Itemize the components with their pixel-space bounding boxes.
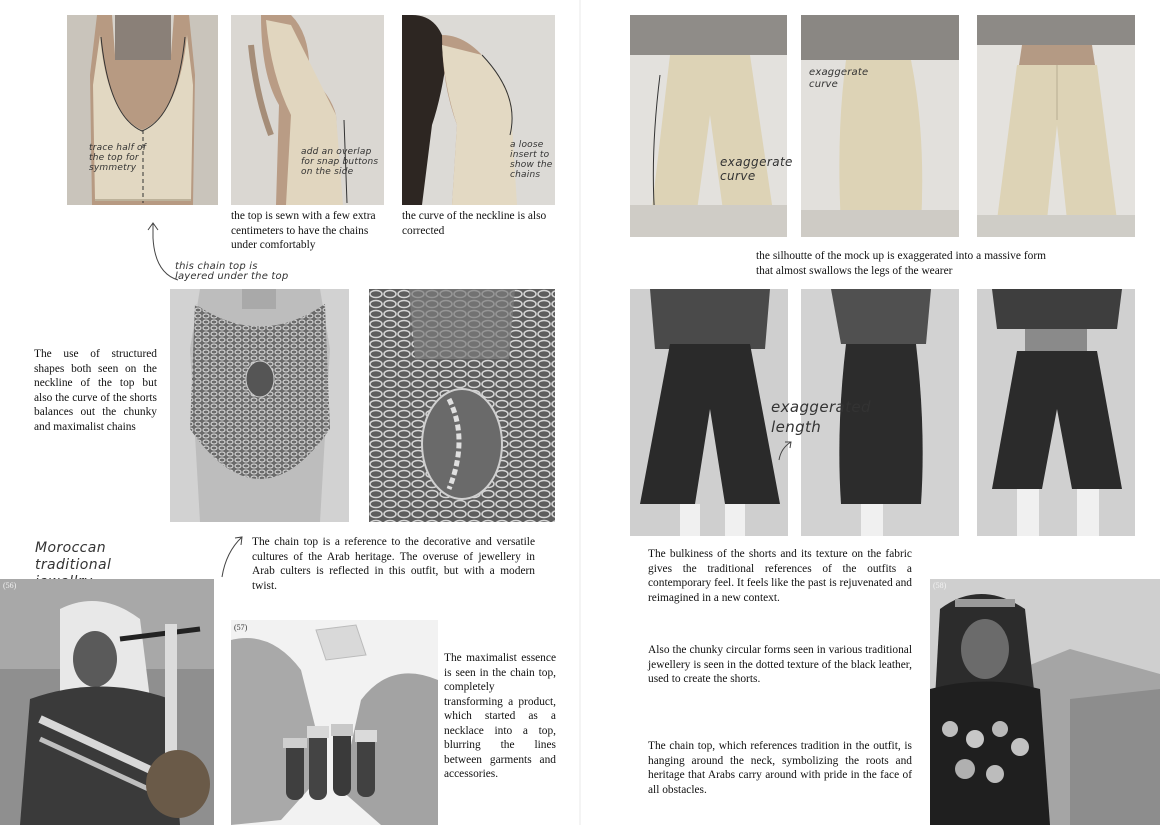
photo-pants-side <box>801 15 959 237</box>
photo-top-neckline <box>402 15 555 205</box>
photo-pants-back <box>630 15 793 237</box>
photo-pants-front <box>977 15 1135 237</box>
photo-shorts-side <box>771 289 959 536</box>
caption-chain-reference: The chain top is a reference to the decorative and versatile cultures of the Arab heritage. The overuse of jewellery in Arab culters is reflected in this outfit, but with a modern twist. <box>252 536 535 592</box>
note-add-overlap: add an overlap for snap buttons on the side <box>301 147 379 177</box>
photo-top-side <box>231 15 384 205</box>
note-exaggerate-curve-2: exaggerate curve <box>809 67 869 90</box>
note-chain-top-layered: this chain top is layered under the top <box>175 261 289 282</box>
caption-maximalist: The maximalist essence is seen in the chain top, completely transforming a product, which started as a necklace into a top, blurring the lines between garments and accessories. <box>444 652 556 780</box>
note-exaggerate-curve-1: exaggerate curve <box>720 155 793 183</box>
figure-number-56: (56) <box>3 581 17 590</box>
note-moroccan: Moroccan traditional <box>35 540 112 573</box>
photo-headdress-woman <box>930 579 1160 825</box>
note-trace-half: trace half of the top for symmetry <box>89 143 147 173</box>
arrow-small-icon <box>775 438 795 462</box>
page-gutter <box>579 0 581 825</box>
note-exaggerated-length: exaggerated length <box>771 398 871 436</box>
figure-number-58: (58) <box>933 581 947 590</box>
arrow-up-right-icon <box>218 532 248 582</box>
caption-bulkiness: The bulkiness of the shorts and its texture on the fabric gives the traditional references of the outfits a contemporary feel. It feels like the past is rejuvenated and reimagined in a new context. <box>648 548 912 604</box>
photo-moroccan-woman <box>0 579 214 825</box>
caption-silhouette: the silhoutte of the mock up is exaggerated into a massive form that almost swallows the legs of the wearer <box>756 250 1046 277</box>
note-loose-insert: a loose insert to show the chains <box>510 140 553 180</box>
caption-neckline: the curve of the neckline is also corrected <box>402 210 547 237</box>
photo-shorts-back <box>630 289 788 536</box>
caption-hanging: The chain top, which references tradition in the outfit, is hanging around the neck, symbolizing the roots and heritage that Arabs carry around with pride in the face of all obstacles. <box>648 740 912 796</box>
caption-top-sewn: the top is sewn with a few extra centimeters to have the chains under comfortably <box>231 210 376 251</box>
arrow-up-icon <box>140 218 180 288</box>
figure-number-57: (57) <box>234 623 248 632</box>
photo-hands-rings <box>231 620 438 825</box>
photo-top-front <box>67 15 218 205</box>
photo-chain-detail <box>369 289 555 522</box>
photo-chain-mannequin <box>170 289 349 522</box>
caption-circular: Also the chunky circular forms seen in various traditional jewellery is seen in the dotted texture of the black leather, used to create the shorts. <box>648 644 912 685</box>
caption-structured: The use of structured shapes both seen on the neckline of the top but also the curve of the shorts balances out the chunky and maximalist chains <box>34 348 157 433</box>
photo-shorts-front <box>977 289 1135 536</box>
